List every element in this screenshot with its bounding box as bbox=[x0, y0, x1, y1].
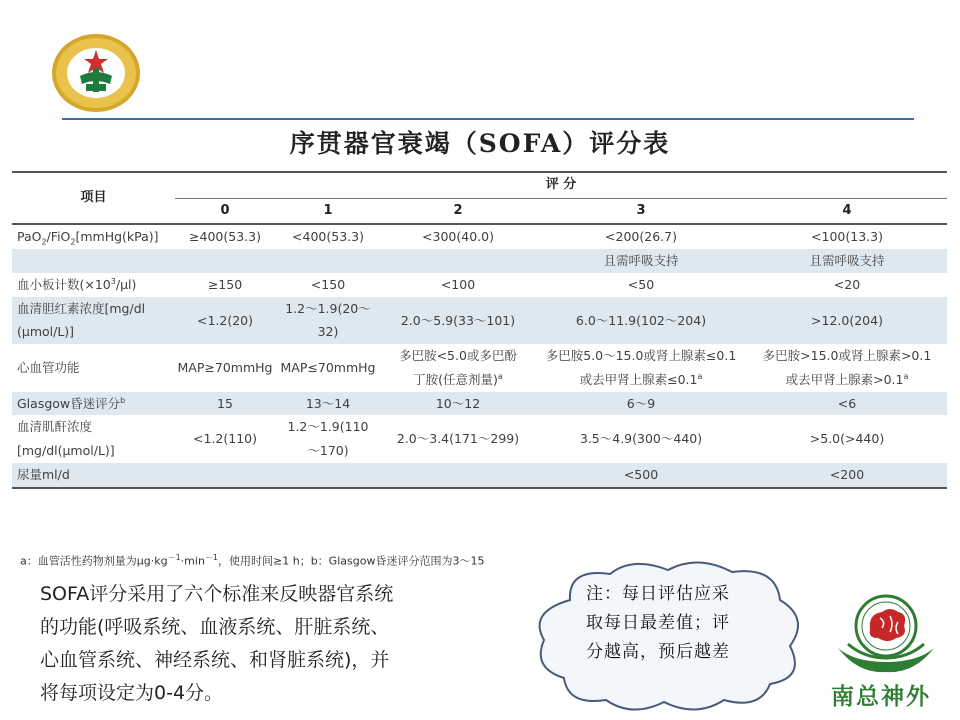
row-label bbox=[12, 249, 175, 273]
score-cell-1: 1.2～1.9(110 ～170) bbox=[287, 419, 369, 459]
score-cell-2: 10～12 bbox=[381, 392, 535, 416]
score-cell-4: 多巴胺>15.0或肾上腺素>0.1 或去甲肾上腺素>0.1$^a$ bbox=[762, 348, 932, 387]
score-cell-0 bbox=[175, 463, 275, 488]
score-cell-3: 且需呼吸支持 bbox=[535, 249, 747, 273]
score-cell-4: <20 bbox=[833, 276, 861, 292]
score-cell-1: 13～14 bbox=[275, 392, 381, 416]
sofa-summary: SOFA评分采用了六个标准来反映器官系统 的功能(呼吸系统、血液系统、肝脏系统、 心血管系统、神经系统、和肾脏系统)，并 将每项设定为0-4分。 bbox=[40, 583, 394, 704]
brand-name: 南总神外 bbox=[831, 683, 931, 710]
hospital-emblem-icon bbox=[50, 32, 142, 114]
score-cell-3: 3.5～4.9(300～440) bbox=[579, 431, 703, 447]
note-cloud bbox=[528, 560, 810, 716]
sofa-table bbox=[12, 171, 947, 489]
score-col-3: 3 bbox=[535, 198, 747, 224]
score-cell-1: <150 bbox=[310, 276, 346, 292]
row-label: PaO$_2$/FiO$_2$[mmHg(kPa)] bbox=[17, 229, 159, 247]
score-cell-3: 多巴胺5.0～15.0或肾上腺素≤0.1 或去甲肾上腺素≤0.1$^a$ bbox=[545, 348, 737, 387]
row-label: 血清胆红素浓度[mg/dl (μmol/L)] bbox=[12, 297, 175, 345]
brain-emblem-icon bbox=[828, 592, 944, 676]
score-col-0: 0 bbox=[175, 198, 275, 224]
score-cell-2: 2.0～5.9(33～101) bbox=[381, 297, 535, 345]
page-title: 序贯器官衰竭（SOFA）评分表 bbox=[289, 129, 671, 158]
score-cell-0: 15 bbox=[175, 392, 275, 416]
score-cell-0 bbox=[175, 249, 275, 273]
score-cell-0: MAP≥70mmHg bbox=[177, 360, 273, 375]
row-label: 血小板计数$(\times 10^3/\mu l)$ bbox=[17, 276, 137, 292]
score-cell-4: <200 bbox=[747, 463, 947, 488]
score-cell-3: <500 bbox=[535, 463, 747, 488]
score-cell-2: <300(40.0) bbox=[422, 229, 494, 245]
table-row bbox=[12, 463, 947, 488]
table-row bbox=[12, 249, 947, 273]
score-cell-4: <100(13.3) bbox=[811, 229, 883, 245]
table-footnote: a：血管活性药物剂量为$\mu g\cdot kg^{-1}\cdot\min^{-1}$，使用时间≥1 h；b：Glasgow昏迷评分范围为3～15 bbox=[20, 553, 485, 568]
score-col-1: 1 bbox=[275, 198, 381, 224]
score-cell-4: <6 bbox=[747, 392, 947, 416]
score-cell-2: 多巴胺<5.0或多巴酚 丁胺(任意剂量)$^a$ bbox=[399, 348, 517, 387]
score-cell-3: <50 bbox=[627, 276, 655, 292]
score-cell-0: ≥150 bbox=[207, 276, 243, 292]
score-header: 评 分 bbox=[175, 172, 947, 198]
score-cell-2 bbox=[381, 249, 535, 273]
score-cell-1: MAP≤70mmHg bbox=[280, 360, 376, 375]
score-col-2: 2 bbox=[381, 198, 535, 224]
table-row bbox=[12, 273, 947, 297]
score-cell-0: <1.2(110) bbox=[193, 431, 257, 447]
score-cell-3: 6～9 bbox=[535, 392, 747, 416]
table-row bbox=[12, 344, 947, 392]
title-rule bbox=[62, 118, 914, 120]
score-cell-0: ≥400(53.3) bbox=[189, 229, 261, 245]
score-cell-2 bbox=[381, 463, 535, 488]
score-cell-2: <100 bbox=[440, 276, 476, 292]
row-label: 尿量ml/d bbox=[12, 463, 175, 488]
score-cell-1: 1.2～1.9(20～ 32) bbox=[275, 297, 381, 345]
score-cell-2: 2.0～3.4(171～299) bbox=[396, 431, 520, 447]
table-row bbox=[12, 415, 947, 463]
score-cell-3: <200(26.7) bbox=[605, 229, 677, 245]
score-col-4: 4 bbox=[747, 198, 947, 224]
score-cell-4: 且需呼吸支持 bbox=[747, 249, 947, 273]
row-label: 血清肌酐浓度 [mg/dl(μmol/L)] bbox=[17, 419, 115, 459]
note-text: 注：每日评估应采 取每日最差值；评 分越高，预后越差 bbox=[586, 584, 730, 662]
hospital-logo bbox=[50, 32, 142, 114]
table-row bbox=[12, 297, 947, 345]
table-row bbox=[12, 392, 947, 416]
item-header: 项目 bbox=[12, 172, 175, 224]
row-label: 心血管功能 bbox=[17, 360, 80, 375]
department-emblem bbox=[828, 592, 944, 676]
row-label: Glasgow昏迷评分$^b$ bbox=[12, 392, 175, 416]
score-cell-4: >5.0(>440) bbox=[809, 431, 885, 447]
score-cell-0: <1.2(20) bbox=[175, 297, 275, 345]
score-cell-4: >12.0(204) bbox=[747, 297, 947, 345]
score-cell-1 bbox=[275, 463, 381, 488]
sofa-table-body bbox=[12, 224, 947, 487]
score-cell-3: 6.0～11.9(102～204) bbox=[535, 297, 747, 345]
table-row bbox=[12, 224, 947, 249]
score-cell-1 bbox=[275, 249, 381, 273]
score-cell-1: <400(53.3) bbox=[292, 229, 364, 245]
